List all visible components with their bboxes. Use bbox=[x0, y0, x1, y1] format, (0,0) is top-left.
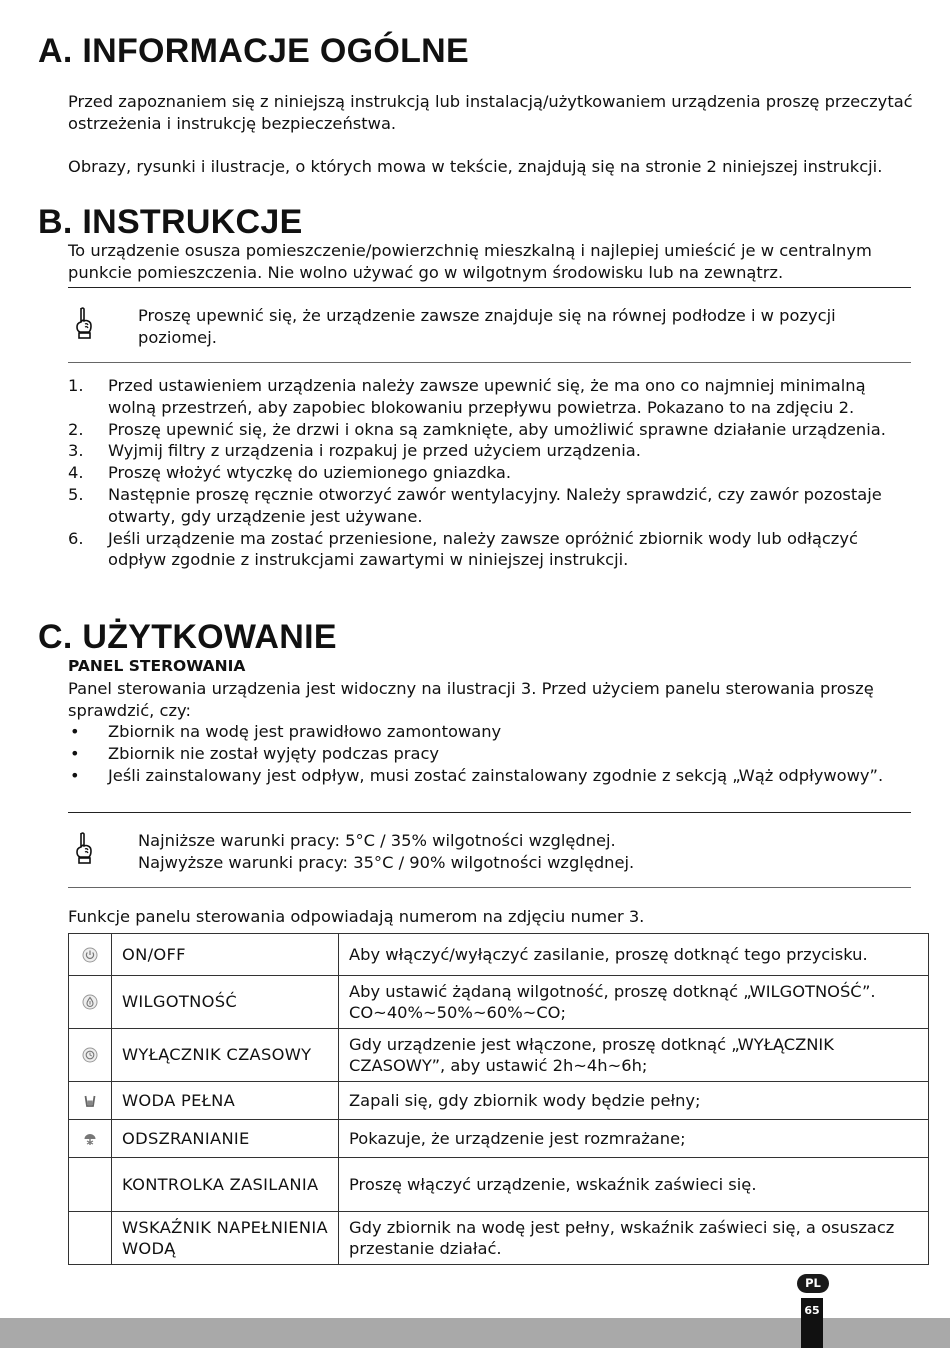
function-name: WSKAŹNIK NAPEŁNIENIA WODĄ bbox=[112, 1212, 339, 1265]
section-b-heading: B. INSTRUKCJE bbox=[38, 203, 303, 241]
function-name: WILGOTNOŚĆ bbox=[112, 976, 339, 1029]
list-item bbox=[68, 462, 913, 484]
function-name: WYŁĄCZNIK CZASOWY bbox=[112, 1029, 339, 1082]
icon-cell bbox=[69, 976, 112, 1029]
step-text: Jeśli urządzenie ma zostać przeniesione, należy zawsze opróżnić zbiornik wody lub odłączyć odpływ zgodnie z instrukcjami zawartymi w niniejszej instrukcji. bbox=[108, 528, 858, 570]
icon-cell bbox=[69, 1158, 112, 1212]
control-panel-subheading: PANEL STEROWANIA bbox=[68, 657, 246, 675]
step-number: 5. bbox=[68, 484, 84, 504]
table-row bbox=[69, 976, 929, 1029]
check-text: Zbiornik na wodę jest prawidłowo zamontowany bbox=[108, 722, 502, 741]
list-item bbox=[68, 721, 913, 743]
step-text: Przed ustawieniem urządzenia należy zawsze upewnić się, że ma ono co najmniej minimalną wolną przestrzeń, aby zapobiec blokowaniu przepływu powietrza. Pokazano to na zdjęciu 2. bbox=[108, 376, 866, 417]
timer-icon bbox=[82, 1047, 98, 1063]
divider bbox=[68, 362, 911, 363]
icon-cell bbox=[69, 1082, 112, 1120]
water-full-icon bbox=[83, 1094, 97, 1108]
table-row bbox=[69, 1158, 929, 1212]
note-line-min: Najniższe warunki pracy: 5°C / 35% wilgotności względnej. bbox=[138, 831, 616, 850]
power-icon bbox=[82, 947, 98, 963]
check-text: Jeśli zainstalowany jest odpływ, musi zostać zainstalowany zgodnie z sekcją „Wąż odpływowy”. bbox=[108, 765, 884, 785]
note-operating-conditions bbox=[138, 830, 898, 873]
language-badge: PL bbox=[797, 1274, 829, 1293]
section-c-intro: Panel sterowania urządzenia jest widoczny na ilustracji 3. Przed użyciem panelu sterowania proszę sprawdzić, czy: bbox=[68, 679, 874, 720]
note-level-floor: Proszę upewnić się, że urządzenie zawsze znajduje się na równej podłodze i w pozycji poziomej. bbox=[138, 306, 836, 347]
list-item bbox=[68, 743, 913, 765]
table-row bbox=[69, 1120, 929, 1158]
function-name: ODSZRANIANIE bbox=[112, 1120, 339, 1158]
pre-use-checklist bbox=[68, 721, 913, 786]
function-description: Pokazuje, że urządzenie jest rozmrażane; bbox=[339, 1120, 929, 1158]
section-b-intro: To urządzenie osusza pomieszczenie/powierzchnię mieszkalną i najlepiej umieścić je w centralnym punkcie pomieszczenia. Nie wolno używać go w wilgotnym środowisku lub na zewnątrz. bbox=[68, 241, 872, 282]
section-c-heading: C. UŻYTKOWANIE bbox=[38, 618, 337, 656]
function-description: Aby włączyć/wyłączyć zasilanie, proszę dotknąć tego przycisku. bbox=[339, 934, 929, 976]
function-description: Gdy zbiornik na wodę jest pełny, wskaźnik zaświeci się, a osuszacz przestanie działać. bbox=[339, 1212, 929, 1265]
list-item bbox=[68, 765, 913, 787]
humidity-icon bbox=[82, 994, 98, 1010]
function-description: Zapali się, gdy zbiornik wody będzie pełny; bbox=[339, 1082, 929, 1120]
function-name: ON/OFF bbox=[112, 934, 339, 976]
list-item bbox=[68, 440, 913, 462]
function-name: WODA PEŁNA bbox=[112, 1082, 339, 1120]
function-description: Gdy urządzenie jest włączone, proszę dotknąć „WYŁĄCZNIK CZASOWY”, aby ustawić 2h~4h~6h; bbox=[339, 1029, 929, 1082]
divider bbox=[68, 812, 911, 813]
function-description: Proszę włączyć urządzenie, wskaźnik zaświeci się. bbox=[339, 1158, 929, 1212]
list-item bbox=[68, 528, 913, 572]
step-number: 1. bbox=[68, 376, 84, 395]
divider bbox=[68, 887, 911, 888]
divider bbox=[68, 287, 911, 288]
icon-cell bbox=[69, 1212, 112, 1265]
function-name: KONTROLKA ZASILANIA bbox=[112, 1158, 339, 1212]
step-text: Proszę upewnić się, że drzwi i okna są zamknięte, aby umożliwić sprawne działanie urządzenia. bbox=[108, 419, 886, 439]
note-line-max: Najwyższe warunki pracy: 35°C / 90% wilgotności względnej. bbox=[138, 852, 635, 872]
list-item bbox=[68, 375, 913, 419]
step-number: 3. bbox=[68, 441, 84, 461]
bullet: • bbox=[70, 722, 80, 741]
page-number: 65 bbox=[801, 1298, 823, 1348]
table-intro: Funkcje panelu sterowania odpowiadają numerom na zdjęciu numer 3. bbox=[68, 907, 645, 926]
icon-cell bbox=[69, 934, 112, 976]
section-a-paragraph-1: Przed zapoznaniem się z niniejszą instrukcją lub instalacją/użytkowaniem urządzenia proszę przeczytać ostrzeżenia i instrukcję bezpieczeństwa. bbox=[68, 92, 913, 133]
list-item bbox=[68, 419, 913, 441]
bullet: • bbox=[70, 743, 80, 763]
icon-cell bbox=[69, 1029, 112, 1082]
function-description: Aby ustawić żądaną wilgotność, proszę dotknąć „WILGOTNOŚĆ”. CO~40%~50%~60%~CO; bbox=[339, 976, 929, 1029]
step-text: Następnie proszę ręcznie otworzyć zawór wentylacyjny. Należy sprawdzić, czy zawór pozostaje otwarty, gdy urządzenie jest używane. bbox=[108, 484, 882, 526]
icon-cell bbox=[69, 1120, 112, 1158]
check-text: Zbiornik nie został wyjęty podczas pracy bbox=[108, 743, 440, 763]
step-text: Proszę włożyć wtyczkę do uziemionego gniazdka. bbox=[108, 463, 512, 483]
step-text: Wyjmij filtry z urządzenia i rozpakuj je przed użyciem urządzenia. bbox=[108, 441, 641, 461]
table-row bbox=[69, 1212, 929, 1265]
step-number: 6. bbox=[68, 528, 84, 548]
control-panel-functions-table bbox=[68, 933, 929, 1265]
step-number: 2. bbox=[68, 419, 84, 439]
list-item bbox=[68, 484, 913, 528]
table-row bbox=[69, 1082, 929, 1120]
table-row bbox=[69, 1029, 929, 1082]
setup-steps-list bbox=[68, 375, 913, 571]
section-a-heading: A. INFORMACJE OGÓLNE bbox=[38, 32, 470, 70]
section-a-paragraph-2: Obrazy, rysunki i ilustracje, o których mowa w tekście, znajdują się na stronie 2 niniejszej instrukcji. bbox=[68, 157, 883, 176]
pointing-hand-icon bbox=[74, 306, 94, 340]
defrost-icon bbox=[82, 1131, 98, 1147]
step-number: 4. bbox=[68, 463, 84, 483]
pointing-hand-icon bbox=[74, 831, 94, 865]
bullet: • bbox=[70, 765, 80, 785]
table-row bbox=[69, 934, 929, 976]
